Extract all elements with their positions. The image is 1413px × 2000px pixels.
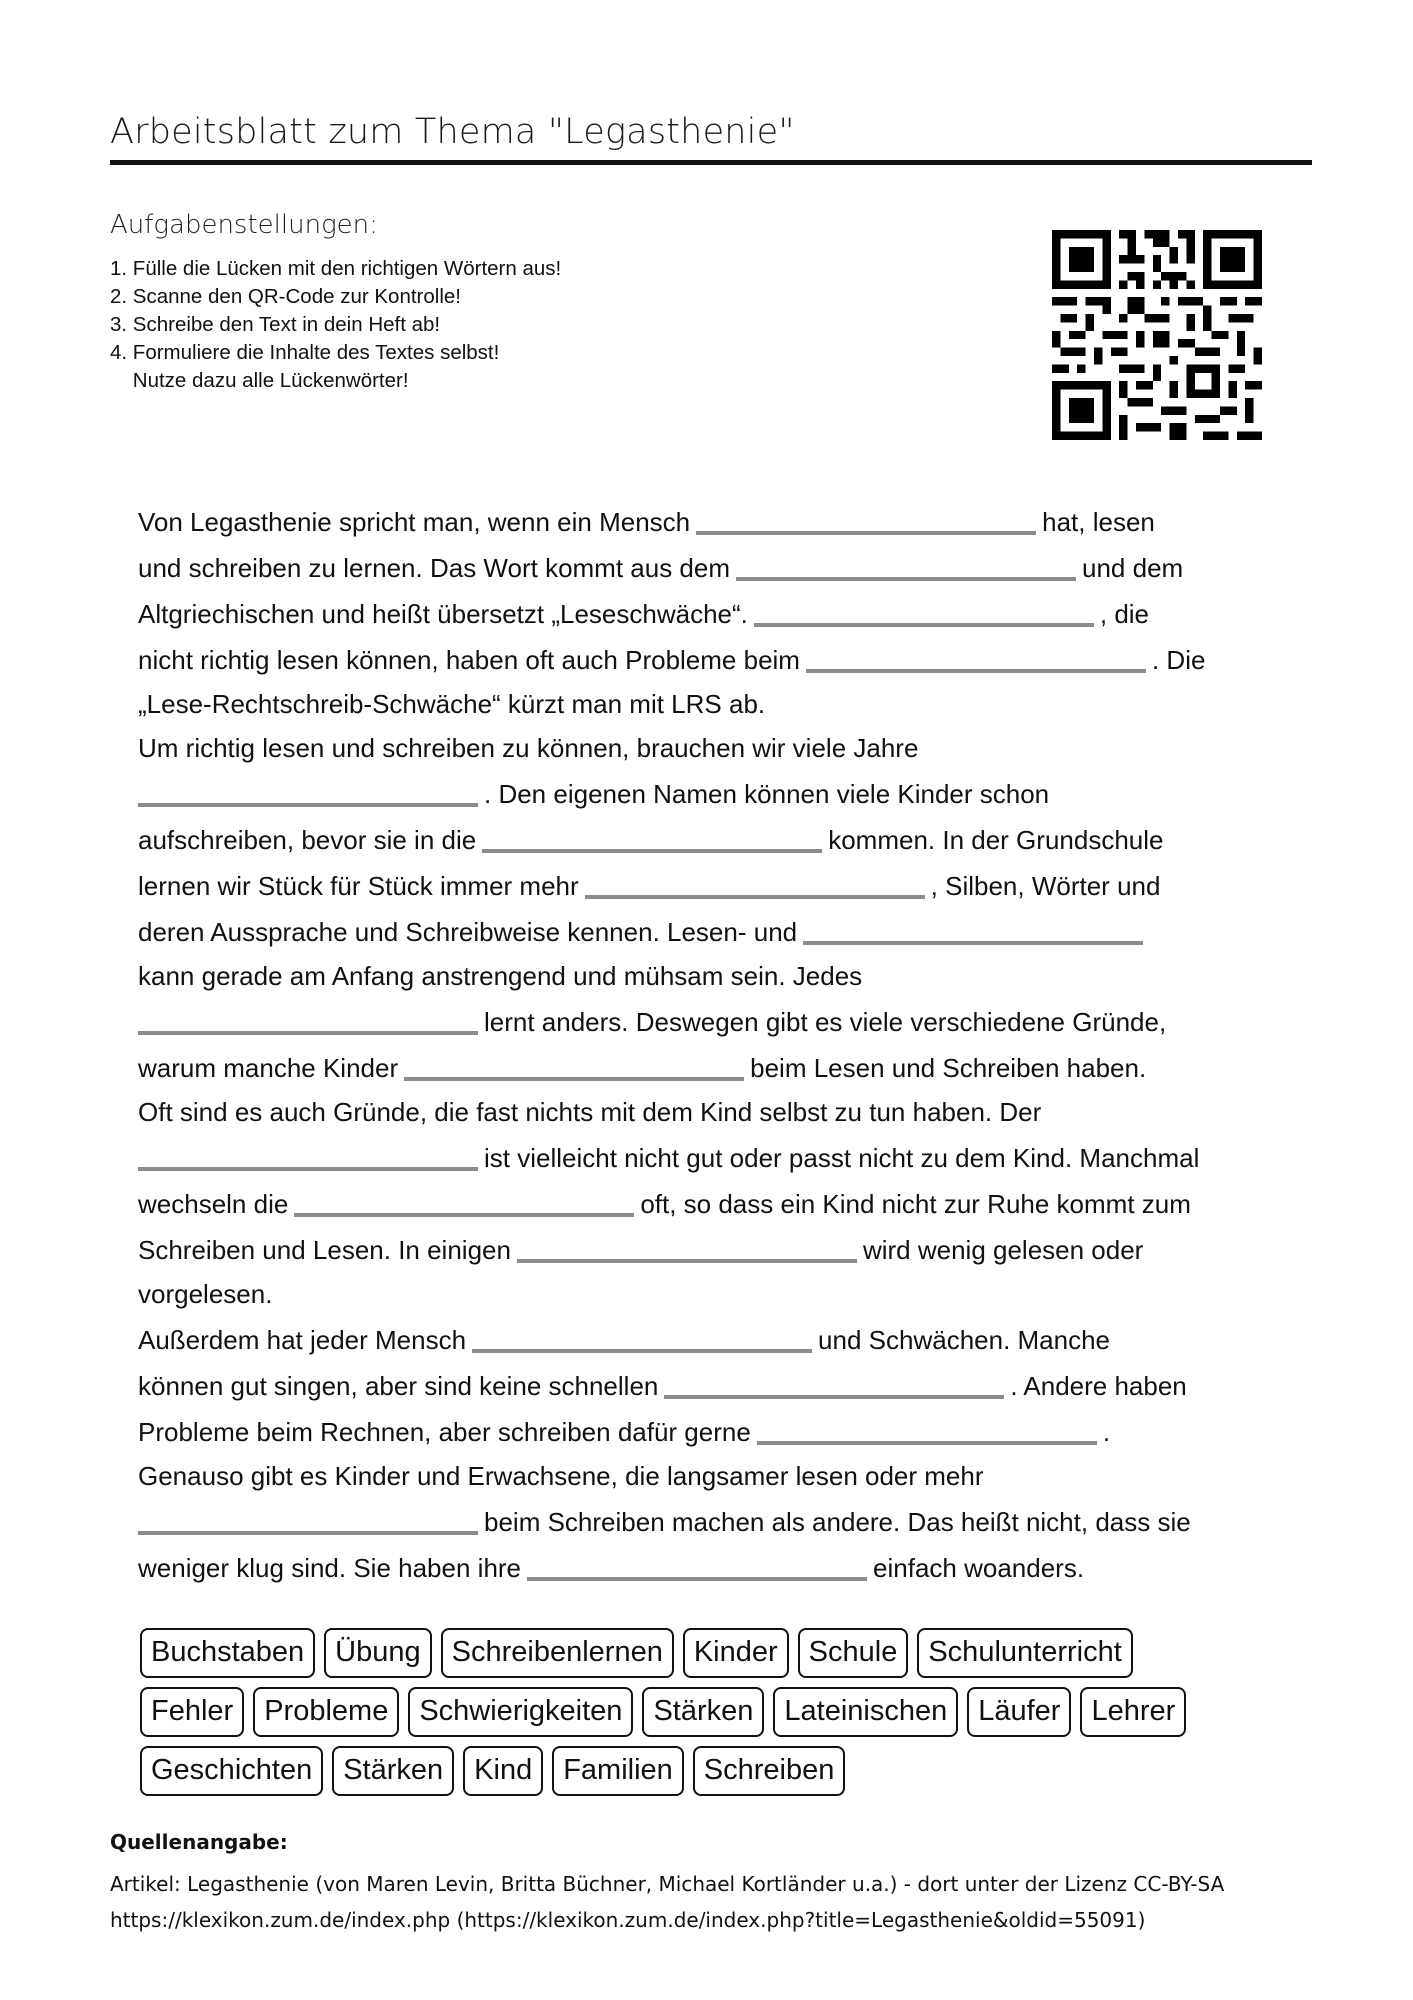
task-item: 4. Formuliere die Inhalte des Textes selbst! xyxy=(110,341,500,364)
task-list xyxy=(110,255,561,395)
word-bank xyxy=(140,1628,1186,1805)
task-item: 3. Schreibe den Text in dein Heft ab! xyxy=(110,313,441,336)
blank-field[interactable] xyxy=(757,1413,1097,1445)
word-chip[interactable]: Lateinischen xyxy=(773,1687,958,1737)
qr-code[interactable] xyxy=(1052,230,1262,440)
tasks-heading: Aufgabenstellungen: xyxy=(110,210,378,240)
blank-field[interactable] xyxy=(696,503,1036,535)
task-item: 2. Scanne den QR-Code zur Kontrolle! xyxy=(110,285,461,308)
text-segment: und dem xyxy=(1082,553,1184,583)
blank-field[interactable] xyxy=(736,549,1076,581)
word-chip[interactable]: Geschichten xyxy=(140,1746,323,1796)
word-bank-row xyxy=(140,1628,1186,1678)
source-url[interactable]: https://klexikon.zum.de/index.php (https://klexikon.zum.de/index.php?title=Legasthenie&oldid=55091) xyxy=(110,1908,1146,1932)
word-chip[interactable]: Probleme xyxy=(253,1687,399,1737)
text-segment: nicht richtig lesen können, haben oft auch Probleme beim xyxy=(138,645,800,675)
text-segment: Schreiben und Lesen. In einigen xyxy=(138,1235,511,1265)
text-segment: aufschreiben, bevor sie in die xyxy=(138,825,477,855)
text-segment: . Die xyxy=(1151,645,1206,675)
text-segment: wechseln die xyxy=(138,1189,289,1219)
text-segment: . Den eigenen Namen können viele Kinder schon xyxy=(484,779,1050,809)
text-segment: kann gerade am Anfang anstrengend und mühsam sein. Jedes xyxy=(138,961,863,991)
text-segment: weniger klug sind. Sie haben ihre xyxy=(138,1553,522,1583)
text-segment: , die xyxy=(1099,599,1150,629)
word-chip[interactable]: Buchstaben xyxy=(140,1628,315,1678)
word-chip[interactable]: Läufer xyxy=(967,1687,1071,1737)
text-segment: „Lese-Rechtschreib-Schwäche“ kürzt man mit LRS ab. xyxy=(138,689,766,719)
blank-field[interactable] xyxy=(294,1185,634,1217)
text-segment: einfach woanders. xyxy=(873,1553,1085,1583)
blank-field[interactable] xyxy=(664,1367,1004,1399)
text-segment: deren Aussprache und Schreibweise kennen. Lesen- und xyxy=(138,917,798,947)
blank-field[interactable] xyxy=(138,775,478,807)
word-chip[interactable]: Übung xyxy=(324,1628,431,1678)
text-segment: hat, lesen xyxy=(1042,507,1155,537)
source-heading: Quellenangabe: xyxy=(110,1830,288,1854)
word-bank-row xyxy=(140,1746,1186,1796)
word-chip[interactable]: Schreiben xyxy=(693,1746,846,1796)
blank-field[interactable] xyxy=(517,1231,857,1263)
word-chip[interactable]: Fehler xyxy=(140,1687,244,1737)
blank-field[interactable] xyxy=(803,913,1143,945)
blank-field[interactable] xyxy=(482,821,822,853)
text-segment: Altgriechischen und heißt übersetzt „Leseschwäche“. xyxy=(138,599,748,629)
text-segment: , Silben, Wörter und xyxy=(930,871,1161,901)
page-title: Arbeitsblatt zum Thema "Legasthenie" xyxy=(110,112,795,152)
word-bank-row xyxy=(140,1687,1186,1737)
text-segment: . Andere haben xyxy=(1010,1371,1187,1401)
word-chip[interactable]: Schule xyxy=(798,1628,909,1678)
blank-field[interactable] xyxy=(472,1321,812,1353)
text-segment: Von Legasthenie spricht man, wenn ein Mensch xyxy=(138,507,691,537)
text-segment: . xyxy=(1102,1417,1111,1447)
text-segment: Oft sind es auch Gründe, die fast nichts mit dem Kind selbst zu tun haben. Der xyxy=(138,1097,1042,1127)
blank-field[interactable] xyxy=(527,1549,867,1581)
word-chip[interactable]: Stärken xyxy=(332,1746,454,1796)
text-segment: lernen wir Stück für Stück immer mehr xyxy=(138,871,579,901)
text-segment: können gut singen, aber sind keine schnellen xyxy=(138,1371,659,1401)
text-segment: ist vielleicht nicht gut oder passt nicht zu dem Kind. Manchmal xyxy=(484,1143,1200,1173)
text-segment: lernt anders. Deswegen gibt es viele verschiedene Gründe, xyxy=(484,1007,1167,1037)
task-item: Nutze dazu alle Lückenwörter! xyxy=(110,369,409,392)
word-chip[interactable]: Schwierigkeiten xyxy=(408,1687,633,1737)
word-chip[interactable]: Schulunterricht xyxy=(917,1628,1132,1678)
word-chip[interactable]: Schreibenlernen xyxy=(441,1628,674,1678)
source-citation: Artikel: Legasthenie (von Maren Levin, Britta Büchner, Michael Kortländer u.a.) - dort unter der Lizenz CC-BY-SA xyxy=(110,1872,1225,1896)
word-chip[interactable]: Stärken xyxy=(642,1687,764,1737)
text-segment: und schreiben zu lernen. Das Wort kommt aus dem xyxy=(138,553,731,583)
word-chip[interactable]: Lehrer xyxy=(1080,1687,1186,1737)
word-chip[interactable]: Kinder xyxy=(683,1628,789,1678)
source-section xyxy=(110,1830,1224,1938)
word-chip[interactable]: Kind xyxy=(463,1746,543,1796)
text-segment: Genauso gibt es Kinder und Erwachsene, die langsamer lesen oder mehr xyxy=(138,1461,984,1491)
title-underline xyxy=(110,160,1312,165)
text-segment: beim Lesen und Schreiben haben. xyxy=(750,1053,1147,1083)
word-chip[interactable]: Familien xyxy=(552,1746,684,1796)
blank-field[interactable] xyxy=(806,641,1146,673)
text-segment: beim Schreiben machen als andere. Das heißt nicht, dass sie xyxy=(484,1507,1191,1537)
blank-field[interactable] xyxy=(585,867,925,899)
blank-field[interactable] xyxy=(138,1503,478,1535)
cloze-text xyxy=(138,503,1298,1595)
blank-field[interactable] xyxy=(138,1003,478,1035)
text-segment: Außerdem hat jeder Mensch xyxy=(138,1325,467,1355)
text-segment: oft, so dass ein Kind nicht zur Ruhe kommt zum xyxy=(640,1189,1191,1219)
text-segment: vorgelesen. xyxy=(138,1279,273,1309)
text-segment: kommen. In der Grundschule xyxy=(828,825,1164,855)
blank-field[interactable] xyxy=(404,1049,744,1081)
text-segment: wird wenig gelesen oder xyxy=(862,1235,1144,1265)
text-segment: und Schwächen. Manche xyxy=(818,1325,1111,1355)
text-segment: Probleme beim Rechnen, aber schreiben dafür gerne xyxy=(138,1417,751,1447)
blank-field[interactable] xyxy=(138,1139,478,1171)
text-segment: Um richtig lesen und schreiben zu können, brauchen wir viele Jahre xyxy=(138,733,919,763)
task-item: 1. Fülle die Lücken mit den richtigen Wörtern aus! xyxy=(110,257,562,280)
blank-field[interactable] xyxy=(754,595,1094,627)
text-segment: warum manche Kinder xyxy=(138,1053,399,1083)
